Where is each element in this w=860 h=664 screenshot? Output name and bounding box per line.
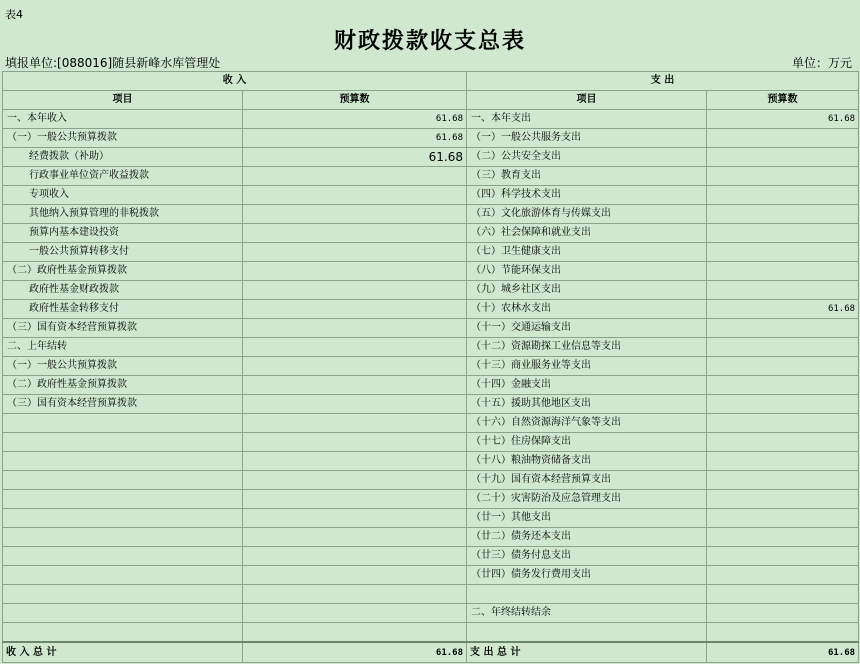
- income-value-cell[interactable]: 61.68: [243, 110, 467, 129]
- expense-item-cell[interactable]: （二十）灾害防治及应急管理支出: [467, 490, 707, 509]
- table-row: [3, 528, 859, 547]
- income-value-cell[interactable]: 61.68: [243, 129, 467, 148]
- expense-item-cell[interactable]: （廿一）其他支出: [467, 509, 707, 528]
- income-total-label[interactable]: 收 入 总 计: [3, 642, 243, 663]
- income-value-cell[interactable]: [243, 547, 467, 566]
- table-row: [3, 205, 859, 224]
- income-value-cell[interactable]: [243, 433, 467, 452]
- table-row: [3, 110, 859, 129]
- income-value-cell[interactable]: [243, 471, 467, 490]
- budget-table: [2, 71, 859, 663]
- table-row: [3, 623, 859, 643]
- expense-item-cell[interactable]: （十三）商业服务业等支出: [467, 357, 707, 376]
- table-row: [3, 509, 859, 528]
- expense-value-cell[interactable]: [707, 509, 859, 528]
- expense-value-cell[interactable]: [707, 566, 859, 585]
- income-value-cell[interactable]: [243, 338, 467, 357]
- income-value-cell[interactable]: [243, 376, 467, 395]
- table-row: [3, 547, 859, 566]
- expense-item-cell[interactable]: （十六）自然资源海洋气象等支出: [467, 414, 707, 433]
- page-title: 财政拨款收支总表: [333, 28, 526, 54]
- expense-value-cell[interactable]: [707, 224, 859, 243]
- expense-total-label[interactable]: 支 出 总 计: [467, 642, 707, 663]
- table-row: [3, 414, 859, 433]
- expense-value-cell[interactable]: [707, 528, 859, 547]
- expense-item-cell[interactable]: （六）社会保障和就业支出: [467, 224, 707, 243]
- table-row: [3, 129, 859, 148]
- income-item-cell[interactable]: [3, 433, 243, 452]
- expense-value-cell[interactable]: [707, 585, 859, 604]
- expense-value-cell[interactable]: [707, 395, 859, 414]
- expense-value-cell[interactable]: [707, 452, 859, 471]
- expense-item-cell[interactable]: （十五）援助其他地区支出: [467, 395, 707, 414]
- expense-item-cell[interactable]: 一、本年支出: [467, 110, 707, 129]
- expense-value-cell[interactable]: [707, 433, 859, 452]
- income-value-cell[interactable]: [243, 585, 467, 604]
- income-item-cell[interactable]: [3, 509, 243, 528]
- expense-value-cell[interactable]: [707, 357, 859, 376]
- expense-value-cell[interactable]: [707, 205, 859, 224]
- expense-item-cell[interactable]: （十）农林水支出: [467, 300, 707, 319]
- expense-value-cell[interactable]: [707, 338, 859, 357]
- expense-item-cell[interactable]: （八）节能环保支出: [467, 262, 707, 281]
- table-row: [3, 224, 859, 243]
- expense-item-cell[interactable]: 二、年终结转结余: [467, 604, 707, 623]
- expense-item-cell[interactable]: （十九）国有资本经营预算支出: [467, 471, 707, 490]
- expense-item-cell[interactable]: （九）城乡社区支出: [467, 281, 707, 300]
- table-row: [3, 262, 859, 281]
- expense-section-header[interactable]: 支 出: [467, 72, 859, 91]
- table-row: [3, 604, 859, 623]
- income-item-cell[interactable]: 一、本年收入: [3, 110, 243, 129]
- income-value-cell[interactable]: [243, 566, 467, 585]
- income-value-cell[interactable]: [243, 281, 467, 300]
- income-item-cell[interactable]: （三）国有资本经营预算拨款: [3, 395, 243, 414]
- expense-item-cell[interactable]: （廿二）债务还本支出: [467, 528, 707, 547]
- income-item-cell[interactable]: 行政事业单位资产收益拨款: [3, 167, 243, 186]
- expense-item-cell[interactable]: （二）公共安全支出: [467, 148, 707, 167]
- table-row: [3, 319, 859, 338]
- expense-item-cell[interactable]: （一）一般公共服务支出: [467, 129, 707, 148]
- expense-item-cell[interactable]: （十二）资源勘探工业信息等支出: [467, 338, 707, 357]
- table-row: [3, 148, 859, 167]
- table-row: [3, 300, 859, 319]
- expense-item-cell[interactable]: （十七）住房保障支出: [467, 433, 707, 452]
- expense-value-cell[interactable]: [707, 243, 859, 262]
- income-value-cell[interactable]: [243, 243, 467, 262]
- table-row: [3, 186, 859, 205]
- currency-unit: 单位：万元: [791, 56, 852, 70]
- income-value-cell[interactable]: [243, 300, 467, 319]
- table-row: [3, 376, 859, 395]
- income-value-cell[interactable]: [243, 224, 467, 243]
- table-row: [3, 281, 859, 300]
- table-row: [3, 395, 859, 414]
- income-item-cell[interactable]: 政府性基金财政拨款: [3, 281, 243, 300]
- table-row: [3, 585, 859, 604]
- income-total-value[interactable]: 61.68: [243, 642, 467, 663]
- table-row: [3, 566, 859, 585]
- income-value-cell[interactable]: [243, 490, 467, 509]
- table-row: [3, 452, 859, 471]
- expense-value-cell[interactable]: 61.68: [707, 300, 859, 319]
- expense-item-cell[interactable]: （十八）粮油物资储备支出: [467, 452, 707, 471]
- expense-value-cell[interactable]: [707, 604, 859, 623]
- expense-item-cell[interactable]: [467, 623, 707, 643]
- expense-value-cell[interactable]: [707, 167, 859, 186]
- income-value-cell[interactable]: [243, 319, 467, 338]
- expense-value-cell[interactable]: 61.68: [707, 110, 859, 129]
- expense-item-cell[interactable]: （四）科学技术支出: [467, 186, 707, 205]
- expense-value-cell[interactable]: [707, 281, 859, 300]
- income-value-cell[interactable]: [243, 205, 467, 224]
- totals-row: [3, 642, 859, 663]
- expense-item-cell[interactable]: （十四）金融支出: [467, 376, 707, 395]
- income-value-cell[interactable]: [243, 395, 467, 414]
- expense-value-cell[interactable]: [707, 623, 859, 643]
- table-row: [3, 471, 859, 490]
- expense-value-cell[interactable]: [707, 547, 859, 566]
- table-row: [3, 357, 859, 376]
- expense-item-header[interactable]: 项目: [467, 91, 707, 110]
- income-item-cell[interactable]: 经费拨款（补助）: [3, 148, 243, 167]
- income-item-cell[interactable]: 预算内基本建设投资: [3, 224, 243, 243]
- expense-item-cell[interactable]: （十一）交通运输支出: [467, 319, 707, 338]
- income-item-cell[interactable]: [3, 452, 243, 471]
- income-value-cell[interactable]: [243, 452, 467, 471]
- income-item-cell[interactable]: [3, 566, 243, 585]
- income-item-cell[interactable]: 其他纳入预算管理的非税拨款: [3, 205, 243, 224]
- income-value-cell[interactable]: [243, 623, 467, 643]
- income-section-header[interactable]: 收 入: [3, 72, 467, 91]
- income-item-cell[interactable]: [3, 528, 243, 547]
- income-value-cell[interactable]: [243, 357, 467, 376]
- table-row: [3, 167, 859, 186]
- table-row: [3, 433, 859, 452]
- expense-total-value[interactable]: 61.68: [707, 642, 859, 663]
- expense-value-cell[interactable]: [707, 471, 859, 490]
- expense-value-cell[interactable]: [707, 262, 859, 281]
- income-item-cell[interactable]: [3, 623, 243, 643]
- income-item-cell[interactable]: [3, 471, 243, 490]
- expense-item-cell[interactable]: （廿四）债务发行费用支出: [467, 566, 707, 585]
- income-value-cell[interactable]: [243, 414, 467, 433]
- filler-unit: 填报单位:[088016]随县新峰水库管理处: [5, 56, 221, 70]
- income-value-cell[interactable]: [243, 262, 467, 281]
- income-item-cell[interactable]: [3, 414, 243, 433]
- income-item-cell[interactable]: （二）政府性基金预算拨款: [3, 376, 243, 395]
- income-item-header[interactable]: 项目: [3, 91, 243, 110]
- income-item-cell[interactable]: （一）一般公共预算拨款: [3, 129, 243, 148]
- income-item-cell[interactable]: [3, 547, 243, 566]
- expense-value-cell[interactable]: [707, 376, 859, 395]
- income-value-cell[interactable]: 61.68: [243, 148, 467, 167]
- sheet-tag: 表4: [5, 8, 23, 21]
- income-item-cell[interactable]: [3, 585, 243, 604]
- table-row: [3, 243, 859, 262]
- income-item-cell[interactable]: （三）国有资本经营预算拨款: [3, 319, 243, 338]
- income-item-cell[interactable]: [3, 490, 243, 509]
- expense-value-cell[interactable]: [707, 129, 859, 148]
- expense-value-cell[interactable]: [707, 148, 859, 167]
- income-item-cell[interactable]: 专项收入: [3, 186, 243, 205]
- income-value-cell[interactable]: [243, 509, 467, 528]
- expense-value-cell[interactable]: [707, 414, 859, 433]
- expense-item-cell[interactable]: （三）教育支出: [467, 167, 707, 186]
- income-value-cell[interactable]: [243, 186, 467, 205]
- income-item-cell[interactable]: （一）一般公共预算拨款: [3, 357, 243, 376]
- income-value-cell[interactable]: [243, 604, 467, 623]
- income-value-cell[interactable]: [243, 167, 467, 186]
- expense-item-cell[interactable]: （七）卫生健康支出: [467, 243, 707, 262]
- income-item-cell[interactable]: （二）政府性基金预算拨款: [3, 262, 243, 281]
- expense-item-cell[interactable]: [467, 585, 707, 604]
- expense-item-cell[interactable]: （五）文化旅游体育与传媒支出: [467, 205, 707, 224]
- table-row: [3, 338, 859, 357]
- income-item-cell[interactable]: 二、上年结转: [3, 338, 243, 357]
- expense-value-cell[interactable]: [707, 186, 859, 205]
- expense-value-cell[interactable]: [707, 490, 859, 509]
- income-budget-header[interactable]: 预算数: [243, 91, 467, 110]
- expense-budget-header[interactable]: 预算数: [707, 91, 859, 110]
- table-row: [3, 490, 859, 509]
- expense-item-cell[interactable]: （廿三）债务付息支出: [467, 547, 707, 566]
- income-value-cell[interactable]: [243, 528, 467, 547]
- income-item-cell[interactable]: [3, 604, 243, 623]
- income-item-cell[interactable]: 一般公共预算转移支付: [3, 243, 243, 262]
- expense-value-cell[interactable]: [707, 319, 859, 338]
- income-item-cell[interactable]: 政府性基金转移支付: [3, 300, 243, 319]
